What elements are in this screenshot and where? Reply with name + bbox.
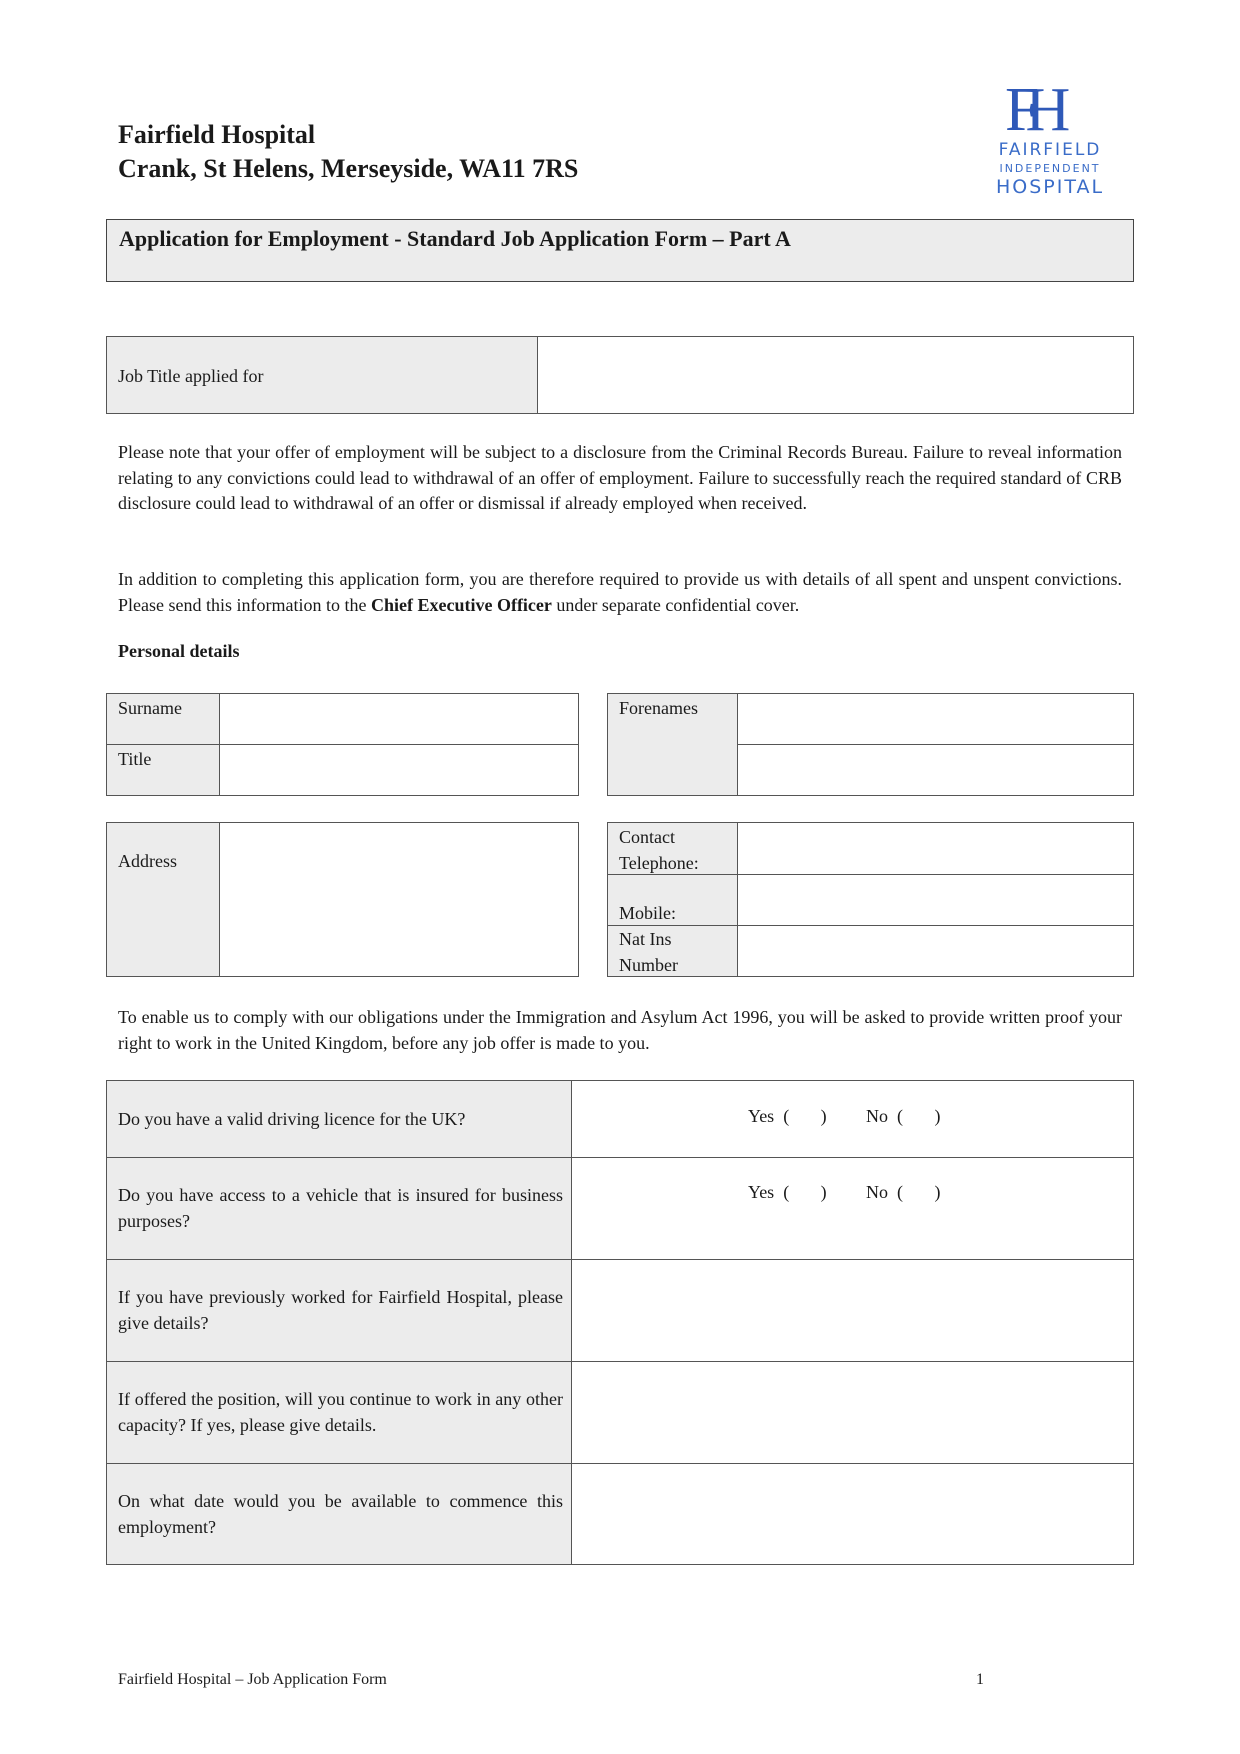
surname-label-cell xyxy=(106,693,220,745)
driving-licence-no-option[interactable]: No ( ) xyxy=(866,1106,941,1126)
answer-previous-work[interactable] xyxy=(571,1259,1134,1362)
contact-telephone-label: Contact Telephone: xyxy=(619,827,699,873)
convictions-text-start: In addition to completing this application form, you are therefore required to provide us with details of all spent and unspent convictions. Please send this information to the xyxy=(118,569,1122,615)
question-previous-work: If you have previously worked for Fairfield Hospital, please give details? xyxy=(118,1287,563,1333)
form-title: Application for Employment - Standard Job Application Form – Part A xyxy=(119,226,791,251)
footer-text: Fairfield Hospital – Job Application Form xyxy=(118,1671,387,1688)
answer-start-date[interactable] xyxy=(571,1463,1134,1565)
contact-telephone-input[interactable] xyxy=(737,822,1134,875)
question-vehicle: Do you have access to a vehicle that is insured for business purposes? xyxy=(118,1185,563,1231)
page-number: 1 xyxy=(976,1671,984,1688)
mobile-input[interactable] xyxy=(737,874,1134,926)
question-cell-vehicle xyxy=(106,1157,572,1260)
crb-notice-paragraph: Please note that your offer of employment will be subject to a disclosure from the Criminal Records Bureau. Failure to reveal information relating to any convictions could lead to withdrawal of an offer of employment. Failure to successfully reach the required standard of CRB disclosure could lead to withdrawal of an offer or dismissal if already employed when received. xyxy=(118,442,1122,513)
mobile-label: Mobile: xyxy=(619,903,676,923)
answer-vehicle[interactable] xyxy=(571,1157,1134,1260)
surname-input[interactable] xyxy=(219,693,579,745)
question-start-date: On what date would you be available to commence this employment? xyxy=(118,1491,563,1537)
address-input[interactable] xyxy=(219,822,579,977)
personal-details-heading: Personal details xyxy=(118,641,240,661)
chief-executive-officer: Chief Executive Officer xyxy=(370,594,552,615)
logo-line-3: HOSPITAL xyxy=(995,176,1105,198)
answer-other-capacity[interactable] xyxy=(571,1361,1134,1464)
question-driving-licence: Do you have a valid driving licence for the UK? xyxy=(118,1109,466,1129)
title-label: Title xyxy=(118,749,152,769)
surname-label: Surname xyxy=(118,698,182,718)
natins-label-cell xyxy=(607,925,738,977)
question-cell-other-capacity xyxy=(106,1361,572,1464)
question-cell-previous-work xyxy=(106,1259,572,1362)
forenames-label-cell xyxy=(607,693,738,796)
question-cell-driving-licence xyxy=(106,1080,572,1158)
title-label-cell xyxy=(106,744,220,796)
logo-line-1: FAIRFIELD xyxy=(998,140,1102,160)
question-cell-start-date xyxy=(106,1463,572,1565)
nat-ins-input[interactable] xyxy=(737,925,1134,977)
title-input[interactable] xyxy=(219,744,579,796)
logo-monogram: FH xyxy=(1005,76,1057,144)
hospital-logo xyxy=(985,78,1125,198)
job-title-input[interactable] xyxy=(537,336,1134,414)
convictions-paragraph xyxy=(118,567,1122,618)
forenames-input-2[interactable] xyxy=(737,744,1134,796)
job-title-label: Job Title applied for xyxy=(118,366,264,386)
forenames-label: Forenames xyxy=(619,698,698,718)
org-address: Crank, St Helens, Merseyside, WA11 7RS xyxy=(118,154,579,183)
convictions-text-end: under separate confidential cover. xyxy=(551,594,800,615)
job-title-label-cell xyxy=(106,336,538,414)
form-title-banner xyxy=(106,219,1134,282)
answer-driving-licence[interactable] xyxy=(571,1080,1134,1158)
contact-label-cell xyxy=(607,822,738,875)
logo-line-2: INDEPENDENT xyxy=(999,162,1101,175)
forenames-input-1[interactable] xyxy=(737,693,1134,745)
question-other-capacity: If offered the position, will you continue to work in any other capacity? If yes, please give details. xyxy=(118,1389,563,1435)
vehicle-no-option[interactable]: No ( ) xyxy=(866,1182,941,1202)
address-label: Address xyxy=(118,851,177,871)
mobile-label-cell xyxy=(607,874,738,926)
org-name: Fairfield Hospital xyxy=(118,120,316,149)
nat-ins-label: Nat Ins Number xyxy=(619,929,678,975)
immigration-note: To enable us to comply with our obligations under the Immigration and Asylum Act 1996, you will be asked to provide written proof your right to work in the United Kingdom, before any job offer is made to you. xyxy=(118,1007,1122,1053)
driving-licence-yes-option[interactable]: Yes ( ) xyxy=(748,1106,827,1126)
address-label-cell xyxy=(106,822,220,977)
vehicle-yes-option[interactable]: Yes ( ) xyxy=(748,1182,827,1202)
